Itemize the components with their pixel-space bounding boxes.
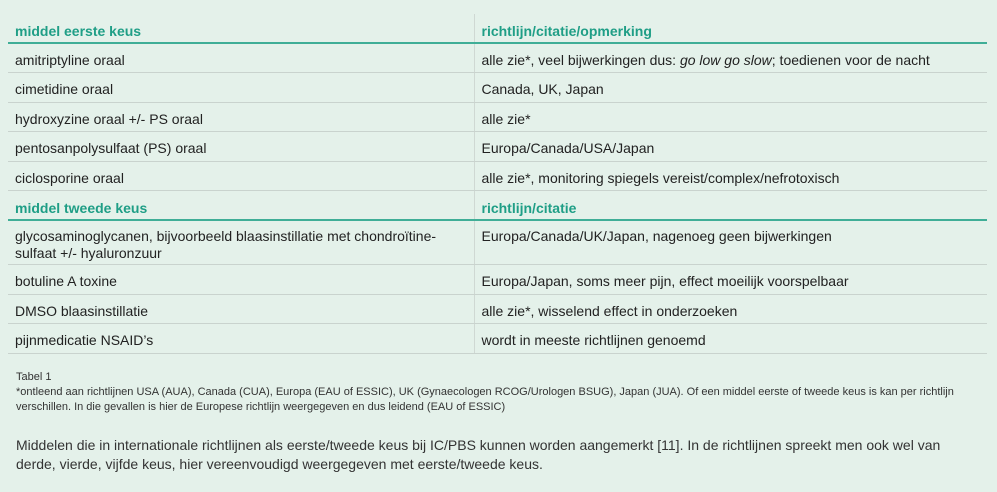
guideline-cell bbox=[474, 43, 987, 73]
drug-cell: botuline A toxine bbox=[8, 265, 474, 295]
table-header-first-choice bbox=[8, 14, 987, 43]
table-row bbox=[8, 132, 987, 162]
guideline-cell: alle zie*, wisselend effect in onderzoeken bbox=[474, 294, 987, 324]
guideline-cell: alle zie* bbox=[474, 102, 987, 132]
drug-cell: pentosanpolysulfaat (PS) oraal bbox=[8, 132, 474, 162]
header-first-choice: middel eerste keus bbox=[8, 14, 474, 43]
table-caption: Tabel 1 bbox=[16, 371, 52, 383]
table-row bbox=[8, 161, 987, 191]
guideline-cell: Europa/Canada/UK/Japan, nagenoeg geen bijwerkingen bbox=[474, 220, 987, 265]
header-guideline: richtlijn/citatie bbox=[474, 191, 987, 220]
guideline-cell: Europa/Japan, soms meer pijn, effect moeilijk voorspelbaar bbox=[474, 265, 987, 295]
guideline-text: ; toedienen voor de nacht bbox=[771, 52, 930, 68]
drug-cell: glycosaminoglycanen, bijvoorbeeld blaasinstillatie met chondroïtine-sulfaat +/- hyaluronzuur bbox=[8, 220, 474, 265]
table-row bbox=[8, 324, 987, 354]
guideline-cell: alle zie*, monitoring spiegels vereist/complex/nefrotoxisch bbox=[474, 161, 987, 191]
table-row bbox=[8, 73, 987, 103]
medication-table bbox=[8, 14, 987, 354]
guideline-cell: Canada, UK, Japan bbox=[474, 73, 987, 103]
guideline-cell: wordt in meeste richtlijnen genoemd bbox=[474, 324, 987, 354]
drug-cell: amitriptyline oraal bbox=[8, 43, 474, 73]
header-guideline-remark: richtlijn/citatie/opmerking bbox=[474, 14, 987, 43]
table-row bbox=[8, 43, 987, 73]
table-header-second-choice bbox=[8, 191, 987, 220]
guideline-text: alle zie*, veel bijwerkingen dus: bbox=[481, 52, 680, 68]
drug-cell: cimetidine oraal bbox=[8, 73, 474, 103]
table-row bbox=[8, 265, 987, 295]
table-row bbox=[8, 102, 987, 132]
drug-cell: DMSO blaasinstillatie bbox=[8, 294, 474, 324]
header-second-choice: middel tweede keus bbox=[8, 191, 474, 220]
table-row bbox=[8, 220, 987, 265]
guideline-cell: Europa/Canada/USA/Japan bbox=[474, 132, 987, 162]
drug-cell: ciclosporine oraal bbox=[8, 161, 474, 191]
drug-cell: hydroxyzine oraal +/- PS oraal bbox=[8, 102, 474, 132]
drug-cell: pijnmedicatie NSAID’s bbox=[8, 324, 474, 354]
table-footnote: *ontleend aan richtlijnen USA (AUA), Canada (CUA), Europa (EAU of ESSIC), UK (Gynaecologen RCOG/Urologen BSUG), Japan (JUA). Of een middel eerste of tweede keus is kan per richtlijn verschillen. In die gevallen is hier de Europese richtlijn weergegeven en dus leidend (EAU of ESSIC) bbox=[16, 386, 954, 413]
table-row bbox=[8, 294, 987, 324]
guideline-italic-text: go low go slow bbox=[679, 52, 772, 68]
body-paragraph: Middelen die in internationale richtlijnen als eerste/tweede keus bij IC/PBS kunnen worden aangemerkt [11]. In de richtlijnen spreekt men ook wel van derde, vierde, vijfde keus, hier vereenvoudigd weergegeven met eerste/tweede keus. bbox=[16, 437, 941, 472]
